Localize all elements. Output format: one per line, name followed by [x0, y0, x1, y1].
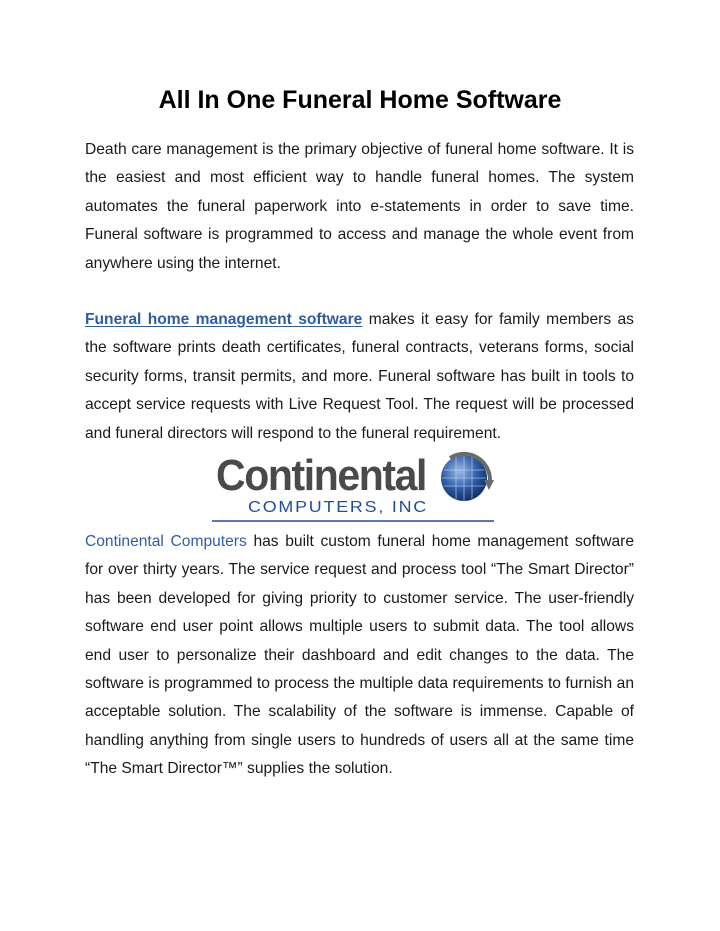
funeral-software-link[interactable]: Funeral home management software — [85, 311, 363, 328]
features-paragraph-text: makes it easy for family members as the software prints death certificates, funeral contracts, veterans forms, social security forms, transit permits, and more. Funeral software has built in tools to accept service requests with Live Request Tool. The request will be processed and funeral directors will respond to the funeral requirement. — [85, 311, 634, 442]
features-paragraph — [85, 306, 634, 448]
intro-paragraph: Death care management is the primary objective of funeral home software. It is the easiest and most efficient way to handle funeral homes. The system automates the funeral paperwork into e-statements in order to save time. Funeral software is programmed to access and manage the whole event from anywhere using the internet. — [85, 141, 634, 272]
globe-icon — [441, 454, 494, 501]
company-paragraph-text: has built custom funeral home management software for over thirty years. The service request and process tool “The Smart Director” has been developed for giving priority to customer service. The user-friendly software end user point allows multiple users to submit data. The tool allows end user to personalize their dashboard and edit changes to the data. The software is programmed to process the multiple data requirements to furnish an acceptable solution. The scalability of the software is immense. Capable of handling anything from single users to hundreds of users all at the same time “The Smart Director™” supplies the solution. — [85, 533, 634, 778]
continental-computers-logo — [212, 450, 494, 524]
logo-wordmark: Continental — [216, 451, 426, 500]
page-title: All In One Funeral Home Software — [158, 86, 562, 114]
continental-computers-link[interactable]: Continental Computers — [85, 533, 247, 550]
logo-subtitle: COMPUTERS, INC — [248, 499, 428, 516]
company-paragraph — [85, 528, 634, 784]
